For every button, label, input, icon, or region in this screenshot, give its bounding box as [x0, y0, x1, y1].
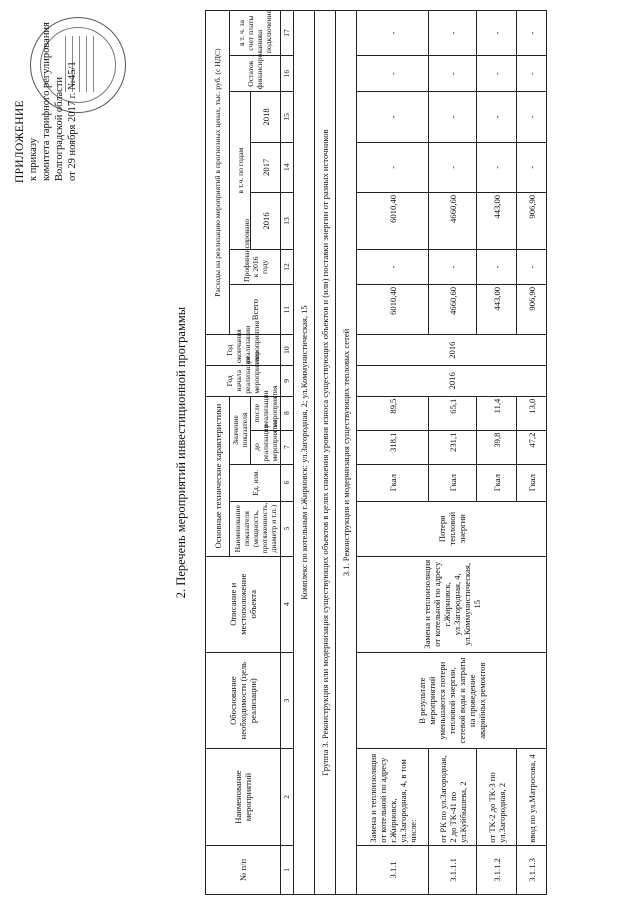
appendix-header	[14, 22, 79, 183]
row-year-end: 2016	[357, 335, 547, 366]
row-total: 443,00	[477, 284, 517, 334]
col-header-reason: Обоснование необходимости (цель реализации)	[206, 652, 281, 748]
row-financed: -	[477, 249, 517, 284]
col-header-year-start: Год начала реализации мероприятия	[206, 365, 281, 396]
row-name: Замена и теплоизоляция от котельной по адресу г.Жирновск, ул.Загородная, 4, в том числе:	[357, 749, 429, 845]
row-year-start: 2016	[357, 365, 547, 396]
row-2018: -	[517, 92, 547, 142]
row-total: 906,90	[517, 284, 547, 334]
row-rest: -	[429, 56, 477, 92]
col-num: 1	[281, 845, 294, 894]
col-num: 14	[281, 142, 294, 192]
appendix-label: ПРИЛОЖЕНИЕ	[14, 100, 26, 183]
col-header-year-end: Год окончания реализации мероприятия	[206, 335, 281, 366]
row-total: 6010,40	[357, 284, 429, 334]
row-2016: 4660,60	[429, 192, 477, 249]
table-row	[357, 11, 429, 895]
row-2018: -	[477, 92, 517, 142]
row-2017: -	[357, 142, 429, 192]
header-line-4: от 29 ноября 2017 г. №45/1	[67, 61, 78, 181]
row-connection: -	[517, 11, 547, 56]
col-num: 9	[281, 365, 294, 396]
row-reason: В результате мероприятий уменьшаются потери тепловой энергии, сетевой воды и затраты на проведение аварийных ремонтов	[357, 652, 547, 748]
row-connection: -	[429, 11, 477, 56]
row-number: 3.1.1.1	[429, 845, 477, 894]
col-header-2017: 2017	[251, 142, 281, 192]
row-2018: -	[357, 92, 429, 142]
table-row	[517, 11, 547, 895]
header-line-2: комитета тарифного регулирования	[41, 22, 52, 181]
col-header-years-group: в т.ч. по годам	[230, 92, 251, 250]
row-number: 3.1.1	[357, 845, 429, 894]
col-num: 7	[281, 430, 294, 464]
row-2018: -	[429, 92, 477, 142]
page-title: 2. Перечень мероприятий инвестиционной программы	[174, 306, 188, 599]
col-num: 15	[281, 92, 294, 142]
row-connection: -	[477, 11, 517, 56]
row-2017: -	[477, 142, 517, 192]
header-line-3: Волгоградской области	[54, 76, 65, 181]
row-before: 318,1	[357, 430, 429, 464]
col-num: 2	[281, 749, 294, 845]
row-unit: Гкал	[357, 464, 429, 501]
col-header-rest: Остаток финансирования	[230, 56, 281, 92]
col-header-tech-group: Основные технические характеристики	[206, 396, 230, 556]
row-after: 65,1	[429, 396, 477, 430]
row-before: 231,1	[429, 430, 477, 464]
col-num: 13	[281, 192, 294, 249]
row-2016: 443,00	[477, 192, 517, 249]
col-num: 17	[281, 11, 294, 56]
col-num: 16	[281, 56, 294, 92]
row-indicator: Потери тепловой энергии	[357, 501, 547, 556]
row-before: 47,2	[517, 430, 547, 464]
row-description: Замена и теплоизоляция от котельной по адресу г.Жирновск, ул.Загородная, 4, ул.Коммунистическая, 15	[357, 556, 547, 652]
row-rest: -	[357, 56, 429, 92]
col-header-connection: в т. ч. за счет платы за подключение	[230, 11, 281, 56]
col-header-number: № п/п	[206, 845, 281, 894]
col-header-2018: 2018	[251, 92, 281, 142]
col-header-indicator: Наименование показателя (мощность, протяженность, диаметр и т.п.)	[230, 501, 281, 556]
col-num: 4	[281, 556, 294, 652]
row-after: 11,4	[477, 396, 517, 430]
row-connection: -	[357, 11, 429, 56]
row-financed: -	[357, 249, 429, 284]
col-header-total: Всего	[230, 284, 281, 334]
row-after: 89,5	[357, 396, 429, 430]
row-2016: 6010,40	[357, 192, 429, 249]
complex-row: Комплекс по котельным г.Жирновск: ул.Загородная, 2; ул.Коммунистическая, 15	[294, 11, 315, 895]
row-2017: -	[429, 142, 477, 192]
col-header-before: до реализации мероприятия	[251, 430, 281, 464]
row-rest: -	[517, 56, 547, 92]
row-number: 3.1.1.3	[517, 845, 547, 894]
row-name: от ТК-2 до ТК-3 по ул.Загородная, 2	[477, 749, 517, 845]
row-name: ввод по ул.Матросова, 4	[517, 749, 547, 845]
row-before: 39,8	[477, 430, 517, 464]
col-header-description: Описание и местоположение объекта	[206, 556, 281, 652]
row-number: 3.1.1.2	[477, 845, 517, 894]
col-header-name: Наименование мероприятий	[206, 749, 281, 845]
col-num: 10	[281, 335, 294, 366]
row-unit: Гкал	[517, 464, 547, 501]
group-row: Группа 3. Реконструкция или модернизация существующих объектов в целях снижения уровня износа существующих объектов и (или) поставки энергии от разных источников	[315, 11, 336, 895]
col-header-unit: Ед. изм.	[230, 464, 281, 501]
column-number-row	[281, 11, 294, 895]
row-name: от РК по ул.Загородная, 2 до ТК-41 по ул.Куйбышева, 2	[429, 749, 477, 845]
row-financed: -	[517, 249, 547, 284]
row-unit: Гкал	[477, 464, 517, 501]
col-num: 6	[281, 464, 294, 501]
col-header-value-group: Значение показателя	[230, 396, 251, 464]
row-financed: -	[429, 249, 477, 284]
col-header-cost-group: Расходы на реализацию мероприятий в прогнозных ценах, тыс. руб. (с НДС)	[206, 11, 230, 335]
section-row: 3.1. Реконструкция и модернизация существующих тепловых сетей	[336, 11, 357, 895]
col-num: 8	[281, 396, 294, 430]
col-num: 11	[281, 284, 294, 334]
col-header-financed: Профинансировано к 2016 году	[230, 249, 281, 284]
investment-measures-table	[205, 10, 547, 895]
col-num: 5	[281, 501, 294, 556]
col-header-2016: 2016	[251, 192, 281, 249]
row-2017: -	[517, 142, 547, 192]
row-rest: -	[477, 56, 517, 92]
table-row	[429, 11, 477, 895]
header-line-1: к приказу	[28, 138, 39, 181]
row-total: 4660,60	[429, 284, 477, 334]
row-unit: Гкал	[429, 464, 477, 501]
row-2016: 906,90	[517, 192, 547, 249]
col-header-after: после реализации мероприятия	[251, 396, 281, 430]
col-num: 12	[281, 249, 294, 284]
table-row	[477, 11, 517, 895]
col-num: 3	[281, 652, 294, 748]
row-after: 13,0	[517, 396, 547, 430]
